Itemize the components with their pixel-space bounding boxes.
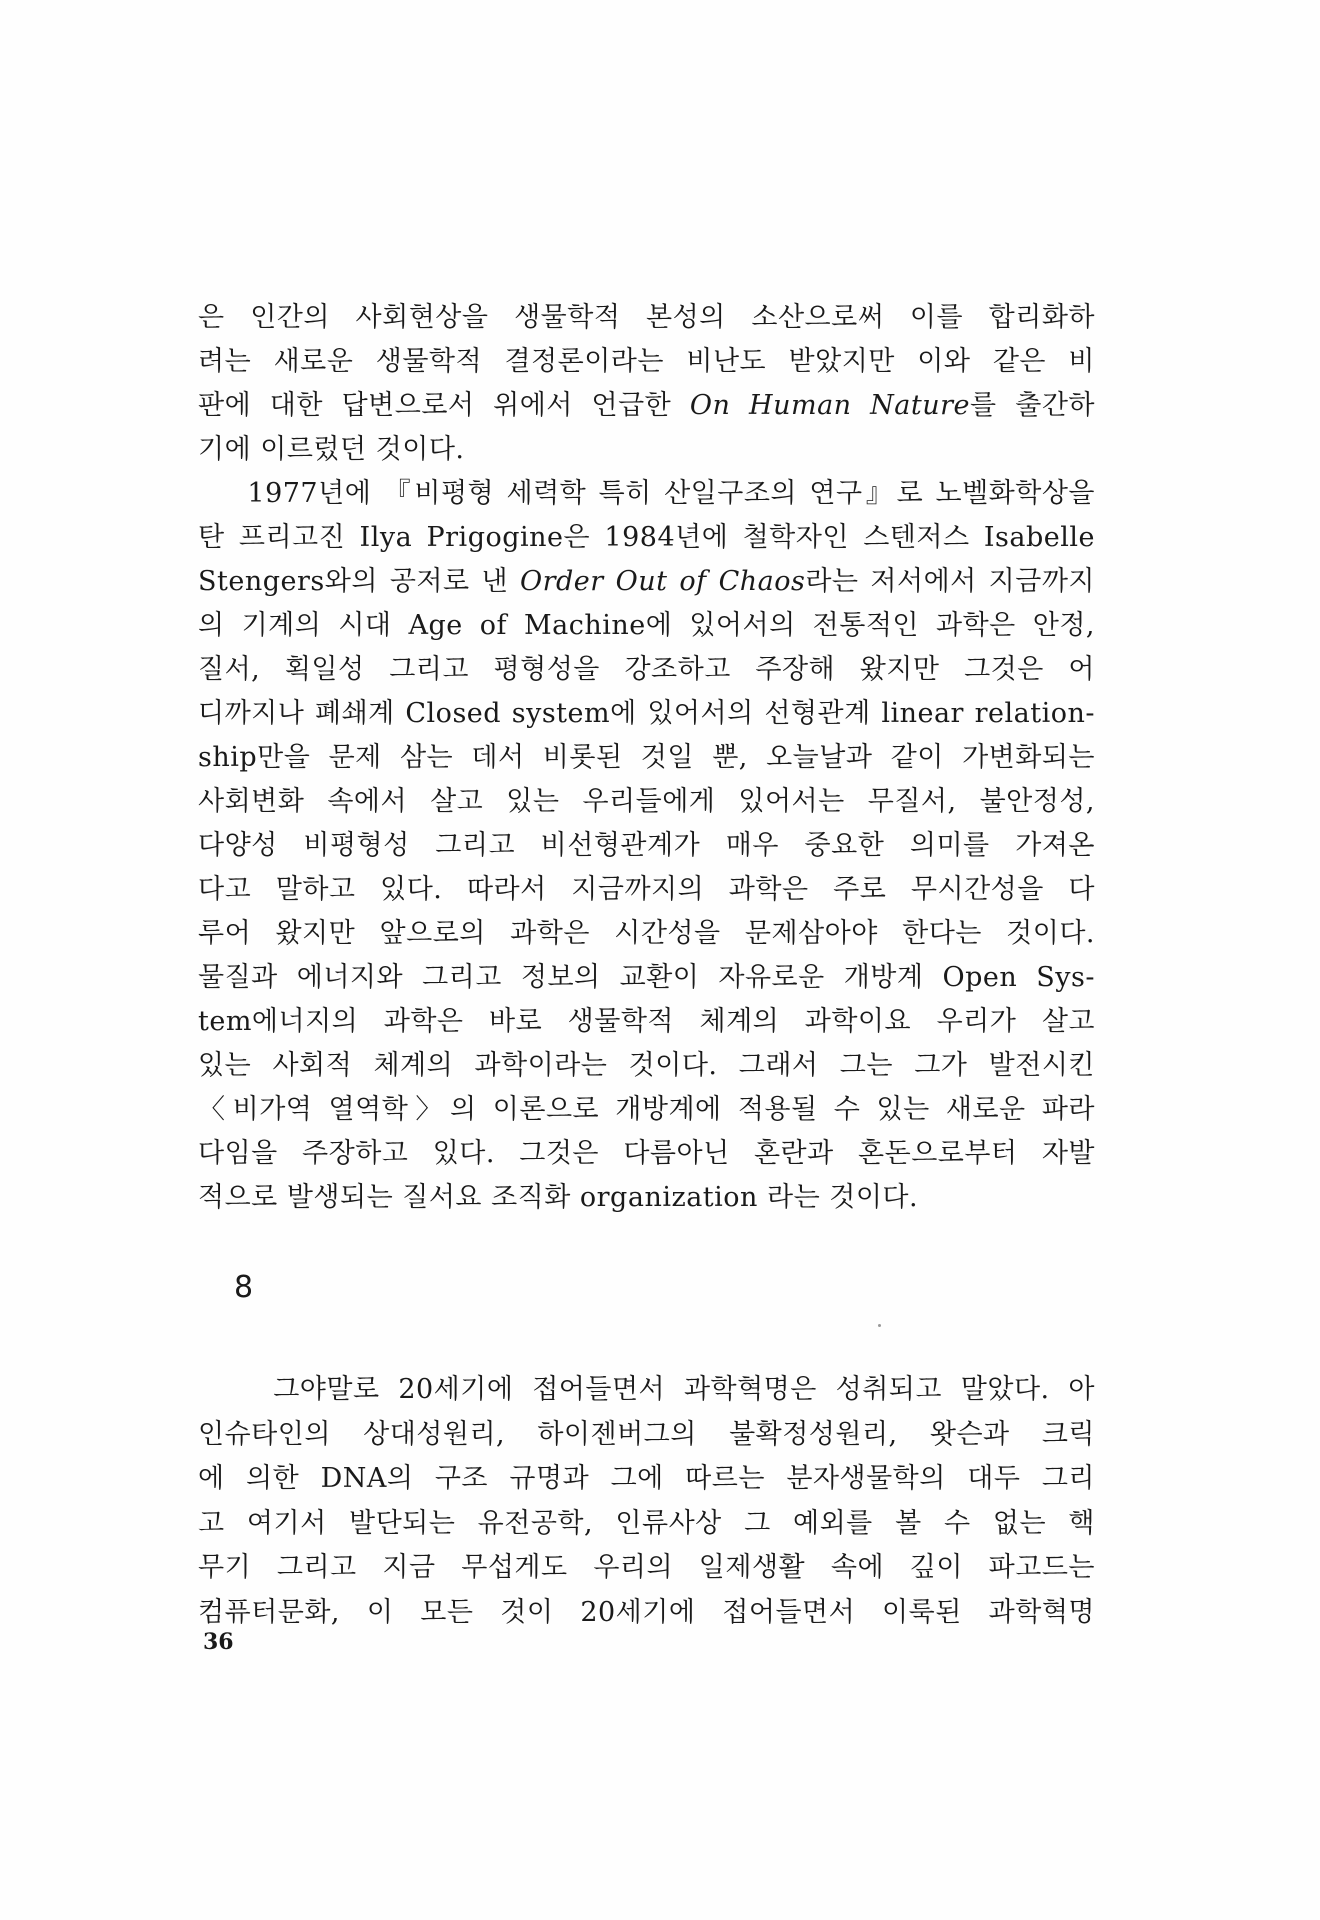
text-line: 판에 대한 답변으로서 위에서 언급한 On Human Nature를 출간하 xyxy=(198,390,1095,421)
text-line: 있는 사회적 체계의 과학이라는 것이다. 그래서 그는 그가 발전시킨 xyxy=(198,1050,1095,1081)
page-number: 36 xyxy=(203,1629,234,1655)
body-text-top xyxy=(198,296,1095,1220)
text-line: 인슈타인의 상대성원리, 하이젠버그의 불확정성원리, 왓슨과 크릭 xyxy=(198,1418,1095,1450)
body-text-bottom xyxy=(198,1368,1095,1635)
text-line: 사회변화 속에서 살고 있는 우리들에게 있어서는 무질서, 불안정성, xyxy=(198,786,1095,817)
text-line: 그야말로 20세기에 접어들면서 과학혁명은 성취되고 말았다. 아 xyxy=(198,1374,1095,1405)
scan-speck xyxy=(878,1324,881,1327)
text-line: tem에너지의 과학은 바로 생물학적 체계의 과학이요 우리가 살고 xyxy=(198,1006,1095,1037)
text-line: 다임을 주장하고 있다. 그것은 다름아닌 혼란과 혼돈으로부터 자발 xyxy=(198,1138,1095,1169)
text-line: 무기 그리고 지금 무섭게도 우리의 일제생활 속에 깊이 파고드는 xyxy=(198,1552,1095,1583)
book-title-italic: Order Out of Chaos xyxy=(519,566,806,597)
text-line: 기에 이르렀던 것이다. xyxy=(198,434,465,465)
text-line: Stengers와의 공저로 낸 Order Out of Chaos라는 저서에서 지금까지 xyxy=(198,566,1095,597)
text-line: 에 의한 DNA의 구조 규명과 그에 따르는 분자생물학의 대두 그리 xyxy=(198,1463,1095,1494)
text-line: 컴퓨터문화, 이 모든 것이 20세기에 접어들면서 이룩된 과학혁명 xyxy=(198,1596,1095,1628)
text-line: 적으로 발생되는 질서요 조직화 organization 라는 것이다. xyxy=(198,1182,919,1213)
text-line: ship만을 문제 삼는 데서 비롯된 것일 뿐, 오늘날과 같이 가변화되는 xyxy=(198,742,1095,773)
book-title-italic: On Human Nature xyxy=(689,390,971,421)
text-line: 은 인간의 사회현상을 생물학적 본성의 소산으로써 이를 합리화하 xyxy=(198,302,1095,333)
text-line: 1977년에 『비평형 세력학 특히 산일구조의 연구』로 노벨화학상을 xyxy=(198,478,1095,509)
text-line: 다고 말하고 있다. 따라서 지금까지의 과학은 주로 무시간성을 다 xyxy=(198,874,1095,905)
text-line: 려는 새로운 생물학적 결정론이라는 비난도 받았지만 이와 같은 비 xyxy=(198,346,1095,377)
text-line: 디까지나 폐쇄계 Closed system에 있어서의 선형관계 linear relation- xyxy=(198,698,1095,729)
text-line: 〈비가역 열역학〉의 이론으로 개방계에 적용될 수 있는 새로운 파라 xyxy=(198,1094,1095,1125)
text-line: 의 기계의 시대 Age of Machine에 있어서의 전통적인 과학은 안정, xyxy=(198,610,1095,641)
section-number: 8 xyxy=(234,1270,254,1305)
text-line: 고 여기서 발단되는 유전공학, 인류사상 그 예외를 볼 수 없는 핵 xyxy=(198,1507,1095,1539)
text-line: 다양성 비평형성 그리고 비선형관계가 매우 중요한 의미를 가져온 xyxy=(198,830,1095,861)
text-line: 물질과 에너지와 그리고 정보의 교환이 자유로운 개방계 Open Sys- xyxy=(198,962,1095,993)
text-line: 탄 프리고진 Ilya Prigogine은 1984년에 철학자인 스텐저스 Isabelle xyxy=(198,522,1095,553)
text-line: 루어 왔지만 앞으로의 과학은 시간성을 문제삼아야 한다는 것이다. xyxy=(198,918,1095,949)
text-line: 질서, 획일성 그리고 평형성을 강조하고 주장해 왔지만 그것은 어 xyxy=(198,654,1095,685)
